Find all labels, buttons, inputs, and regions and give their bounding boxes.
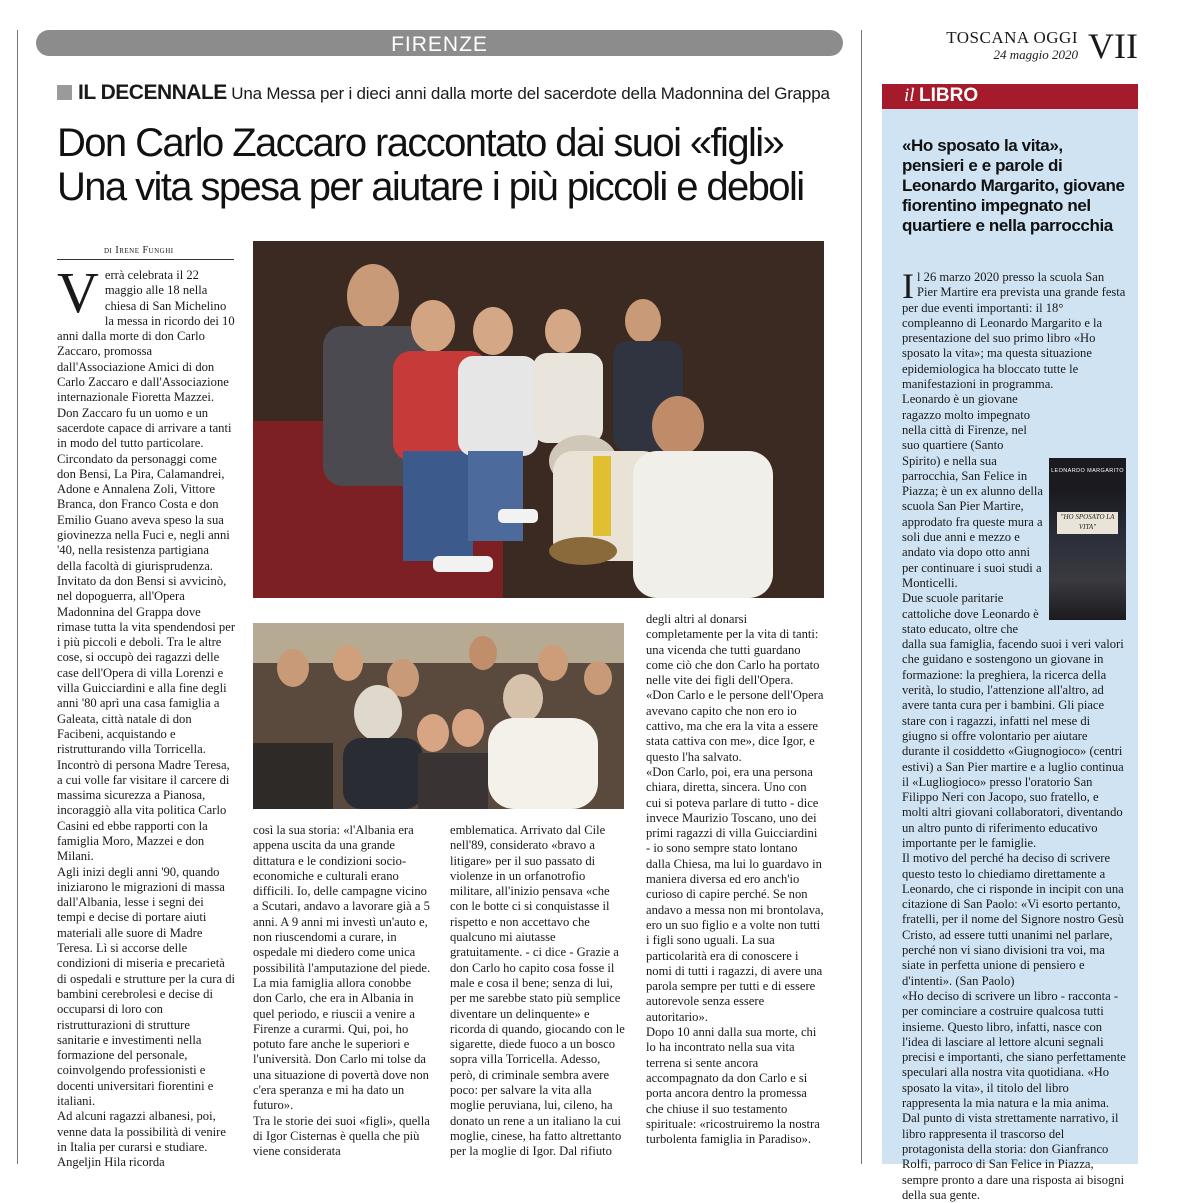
- photo-pope-crowd: [253, 623, 624, 809]
- book-cover-title-text: "HO SPOSATO LA VITA": [1060, 513, 1115, 532]
- kicker-square-icon: [57, 85, 72, 100]
- book-cover-artwork: [1049, 458, 1126, 620]
- kicker-text: Una Messa per i dieci anni dalla morte del sacerdote della Madonnina del Grappa: [231, 84, 830, 103]
- article-column-3: [450, 823, 628, 1159]
- article-paragraph: «Don Carlo, poi, era una persona chiara, diretta, sincera. Uno con cui si poteva parlare di tutto - dice invece Maurizio Toscano, uno dei primi ragazzi di villa Guicciardini - io sono sempre stato lontano dalla Chiesa, ma lui lo guardavo in maniera diversa ed ero anch'io curioso di capire perché. Se non andavo a messa non mi brontolava, ero un suo figlio e a volte non tutti i figli sono uguali. La sua particolarità era di conoscere i nomi di tutti i ragazzi, di avere una parola sempre per tutti e di essere autorevole senza essere autoritario».: [646, 764, 824, 1024]
- tag-il: il: [904, 85, 915, 106]
- book-cover: [1049, 458, 1126, 620]
- article-dropcap: V: [57, 260, 99, 325]
- article-paragraph: Ad alcuni ragazzi albanesi, poi, venne data la possibilità di venire in Italia per curarsi e studiare. Angeljin Hila ricorda: [57, 1109, 226, 1170]
- article-paragraph: errà celebrata il 22 maggio alle 18 nella chiesa di San Michelino la messa in ricordo dei 10 anni dalla morte di don Carlo Zaccaro, promossa dall'Associazione Amici di don Carlo Zaccaro e dall'Associazione internazionale Fioretta Mazzei. Don Zaccaro fu un uomo e un sacerdote capace di arrivare a tanti in modo del tutto particolare.: [57, 268, 235, 451]
- section-title: FIRENZE: [391, 33, 488, 56]
- sidebar-paragraph: l 26 marzo 2020 presso la scuola San Pier Martire era prevista una grande festa per due eventi importanti: il 18° compleanno di Leonardo Margarito e la presentazione del suo primo libro «Ho sposato la vita»; ma questa situazione epidemiologica ha bloccato tutte le manifestazioni in programma.: [902, 270, 1126, 392]
- article-paragraph: così la sua storia: «l'Albania era appena uscita da una grande dittatura e le condizioni socio-economiche e culturali erano difficili. Io, delle campagne vicino a Scutari, andavo a lavorare già a 5 anni. A 9 anni mi investì un'auto e, non riuscendomi a curare, in ospedale mi diedero come unica possibilità l'amputazione del piede. La mia famiglia allora conobbe don Carlo, che era in Albania in quel periodo, e riuscii a venire a Firenze a curarmi. Qui, poi, ho potuto fare anche le superiori e l'università. Don Carlo mi tolse da una situazione di povertà dove non c'era speranza e mi ha dato un futuro».: [253, 823, 431, 1113]
- article-paragraph: Dopo 10 anni dalla sua morte, chi lo ha incontrato nella sua vita terrena si sente ancora accompagnato da don Carlo e si porta ancora dentro la promessa che chiuse il suo testamento spirituale: «ricostruiremo la nostra turbolenta famiglia in Paradiso».: [646, 1025, 820, 1147]
- byline-text: di Irene Funghi: [104, 245, 174, 256]
- book-cover-author: LEONARDO MARGARITO: [1051, 468, 1124, 475]
- article-column-2: [253, 823, 431, 1159]
- sidebar-rule: [861, 30, 862, 1164]
- left-page-rule: [17, 30, 18, 1164]
- article-paragraph: degli altri al donarsi completamente per la vita di tanti: una vicenda che tutti guardano come ciò che don Carlo ha portato nelle vite dei figli dell'Opera. «Don Carlo e le persone dell'Opera avevano capito che non ero io cattivo, ma che era la vita a essere stata cattiva con me», dice Igor, e questo l'ha salvato.: [646, 612, 824, 764]
- book-sidebar-text: [902, 266, 1126, 1202]
- tag-libro: LIBRO: [919, 85, 979, 106]
- book-tag-underline: [882, 107, 1138, 109]
- sidebar-paragraph-text: Leonardo è un giovane ragazzo molto impegnato nella città di Firenze, nel suo quartiere (Santo Spirito) e nella sua parrocchia, San Felice in Piazza; è un ex alunno della scuola San Pier Martire, approdato fra queste mura a soli due anni e mezzo e andato via dopo otto anni per continuare i suoi studi a Monticelli.: [902, 392, 1043, 590]
- article-paragraph: emblematica. Arrivato dal Cile nell'89, considerato «bravo a litigare» per il suo passato di violenze in un orfanotrofio militare, all'inizio pensava «che con le botte ci si conquistasse il rispetto e non accettavo che qualcuno mi aiutasse gratuitamente. - ci dice - Grazie a don Carlo ho capito cosa fosse il male e cosa il bene; senza di lui, per me sarebbe stato più semplice diventare un delinquente» e ricorda di quando, giocando con le sigarette, diede fuoco a un bosco sopra villa Torricella. Adesso, però, di criminale sembra avere poco: per salvare la vita alla moglie peruviana, lui, cileno, ha donato un rene a un italiano la cui moglie, cinese, ha fatto altrettanto per la moglie di Igor. Dal rifiuto: [450, 823, 625, 1159]
- sidebar-paragraph: Due scuole paritarie cattoliche dove Leonardo è stato educato, oltre che dalla sua famiglia, facendo suoi i veri valori che guidano e sostengono un giovane in formazione: la preghiera, la ricerca della verità, lo studio, l'attenzione all'altro, ad avere tanta cura per i bambini. Gli piace stare con i ragazzi, infatti nel mese di giugno si offre volontario per aiutare durante il cosiddetto «Giugnogioco» (centri estivi) a San Pier martire e a luglio continua il «Lugliogioco» presso l'oratorio San Filippo Neri con Jacopo, suo fratello, e molti altri giovani collaboratori, diventando un altro punto di riferimento educativo importante per le famiglie.: [902, 591, 1124, 850]
- photo-foot-washing: [253, 241, 824, 598]
- page-number: VII: [1088, 26, 1138, 66]
- article-paragraph: Tra le storie dei suoi «figli», quella di Igor Cisternas è quella che più viene considerata: [253, 1113, 430, 1159]
- byline: [104, 245, 174, 256]
- article-column-4: [646, 612, 824, 1147]
- article-paragraph: Agli inizi degli anni '90, quando iniziarono le migrazioni di massa dall'Albania, lesse i segni dei tempi e decise di portare aiuti materiali alle suore di Madre Teresa. Lì si accorse delle condizioni di miseria e precarietà di ospedali e strutture per la cura di bambini cerebrolesi e decise di occuparsi di loro con ristrutturazioni di strutture sanitarie e investimenti nella formazione del personale, coinvolgendo professionisti e docenti universitari fiorentini e italiani.: [57, 864, 235, 1109]
- book-cover-title: [1057, 512, 1118, 534]
- headline-line-1: Don Carlo Zaccaro raccontato dai suoi «figli»: [57, 121, 784, 165]
- kicker-label: IL DECENNALE: [78, 81, 227, 104]
- sidebar-dropcap: I: [902, 266, 914, 306]
- sidebar-paragraph: «Ho deciso di scrivere un libro - racconta - per cominciare a costruire qualcosa tutti insieme. Questo libro, infatti, nasce con l'idea di lasciare al lettore alcuni segnali precisi e importanti, che siano perfettamente speculari alla nostra vita quotidiana. «Ho sposato la vita», il titolo del libro rappresenta la mia natura e la mia anima. Dal punto di vista strettamente narrativo, il libro rappresenta il trascorso del protagonista della storia: don Gianfranco Rolfi, parroco di San Felice in Piazza, sempre pronto a dare una risposta ai bisogni della sua gente.: [902, 988, 1126, 1202]
- book-sidebar-title: «Ho sposato la vita», pensieri e e parole di Leonardo Margarito, giovane fiorentino impegnato nel quartiere e nella parrocchia: [902, 136, 1125, 235]
- sidebar-paragraph: [902, 392, 1126, 591]
- section-bar: [36, 30, 843, 56]
- kicker: [57, 81, 837, 105]
- masthead-name: TOSCANA OGGI: [946, 28, 1078, 47]
- article-paragraph: Circondato da personaggi come don Bensi, La Pira, Calamandrei, Adone e Annalena Zoli, Vittore Branca, don Franco Costa e don Emilio Guano aveva speso la sua giovinezza nella Fuci e, negli anni '40, nella resistenza partigiana della facoltà di giurisprudenza. Invitato da don Bensi si avvicinò, nel dopoguerra, all'Opera Madonnina del Grappa dove rimase tutta la vita spendendosi per i più piccoli e deboli. Tra le altre cose, si occupò dei ragazzi delle case dell'Opera di villa Lorenzi e villa Guicciardini e alla fine degli anni '80 aprì una casa famiglia a Galeata, città natale di don Facibeni, acquistando e ristrutturando villa Torricella. Incontrò di persona Madre Teresa, a cui volle far visitare il carcere di massima sicurezza a Pianosa, incoraggiò alla vita politica Carlo Casini ed ebbe rapporti con la famiglia Moro, Mazzei e don Milani.: [57, 451, 236, 864]
- headline: [57, 121, 847, 209]
- book-sidebar-tag: [882, 84, 1138, 108]
- masthead-date: 24 maggio 2020: [993, 47, 1078, 62]
- article-column-1: [57, 260, 236, 1170]
- sidebar-paragraph: Il motivo del perché ha deciso di scrivere questo testo lo chiediamo direttamente a Leonardo, che ci risponde in incipit con una citazione di San Paolo: «Vi esorto pertanto, fratelli, per il nome del Signore nostro Gesù Cristo, ad essere tutti unanimi nel parlare, perché non vi siano divisioni tra voi, ma siate in perfetta unione di pensiero e d'intenti». (San Paolo): [902, 851, 1124, 988]
- headline-line-2: Una vita spesa per aiutare i più piccoli e deboli: [57, 165, 804, 209]
